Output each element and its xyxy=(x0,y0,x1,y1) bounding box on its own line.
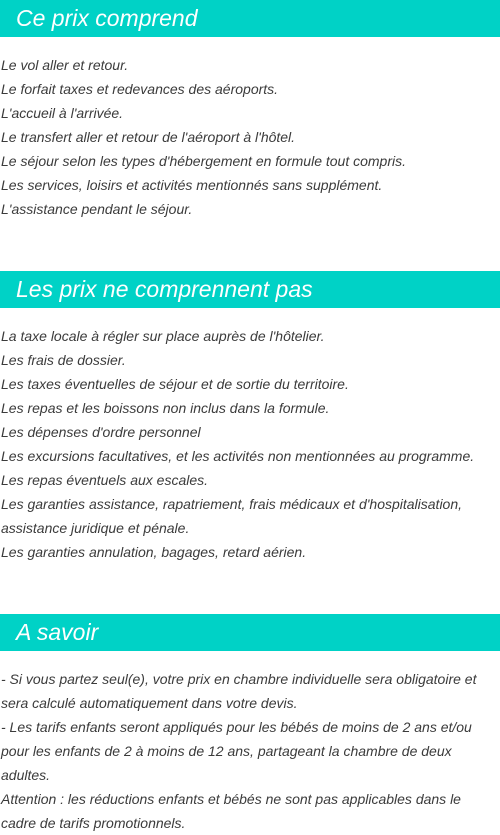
not-included-list xyxy=(1,324,499,564)
list-item: - Les tarifs enfants seront appliqués pour les bébés de moins de 2 ans et/ou pour les enfants de 2 à moins de 12 ans, partageant la chambre de deux adultes. xyxy=(1,719,472,783)
list-item: La taxe locale à régler sur place auprès de l'hôtelier. xyxy=(1,328,325,344)
good-to-know-list xyxy=(1,667,499,835)
section-header-not-included xyxy=(0,271,500,308)
list-item: Le forfait taxes et redevances des aéroports. xyxy=(1,81,279,97)
included-list xyxy=(1,53,499,221)
section-header-included xyxy=(0,0,500,37)
list-item: Le transfert aller et retour de l'aéroport à l'hôtel. xyxy=(1,129,296,145)
list-item: L'assistance pendant le séjour. xyxy=(1,201,193,217)
section-title: A savoir xyxy=(16,619,99,645)
list-item: Les garanties assistance, rapatriement, frais médicaux et d'hospitalisation, assistance juridique et pénale. xyxy=(1,496,463,536)
list-item: Les taxes éventuelles de séjour et de sortie du territoire. xyxy=(1,376,349,392)
list-item: Les frais de dossier. xyxy=(1,352,126,368)
list-item: Les repas et les boissons non inclus dans la formule. xyxy=(1,400,330,416)
list-item: - Si vous partez seul(e), votre prix en chambre individuelle sera obligatoire et sera calculé automatiquement dans votre devis. xyxy=(1,671,477,711)
list-item: Les excursions facultatives, et les activités non mentionnées au programme. xyxy=(1,448,475,464)
list-item: Les garanties annulation, bagages, retard aérien. xyxy=(1,544,307,560)
list-item: Les services, loisirs et activités mentionnés sans supplément. xyxy=(1,177,383,193)
list-item: Le séjour selon les types d'hébergement en formule tout compris. xyxy=(1,153,407,169)
list-item: Attention : les réductions enfants et bébés ne sont pas applicables dans le cadre de tarifs promotionnels. xyxy=(1,791,461,831)
list-item: Le vol aller et retour. xyxy=(1,57,129,73)
list-item: Les dépenses d'ordre personnel xyxy=(1,424,201,440)
section-title: Ce prix comprend xyxy=(16,5,198,31)
list-item: Les repas éventuels aux escales. xyxy=(1,472,209,488)
section-header-good-to-know xyxy=(0,614,500,651)
list-item: L'accueil à l'arrivée. xyxy=(1,105,124,121)
section-title: Les prix ne comprennent pas xyxy=(16,276,313,302)
